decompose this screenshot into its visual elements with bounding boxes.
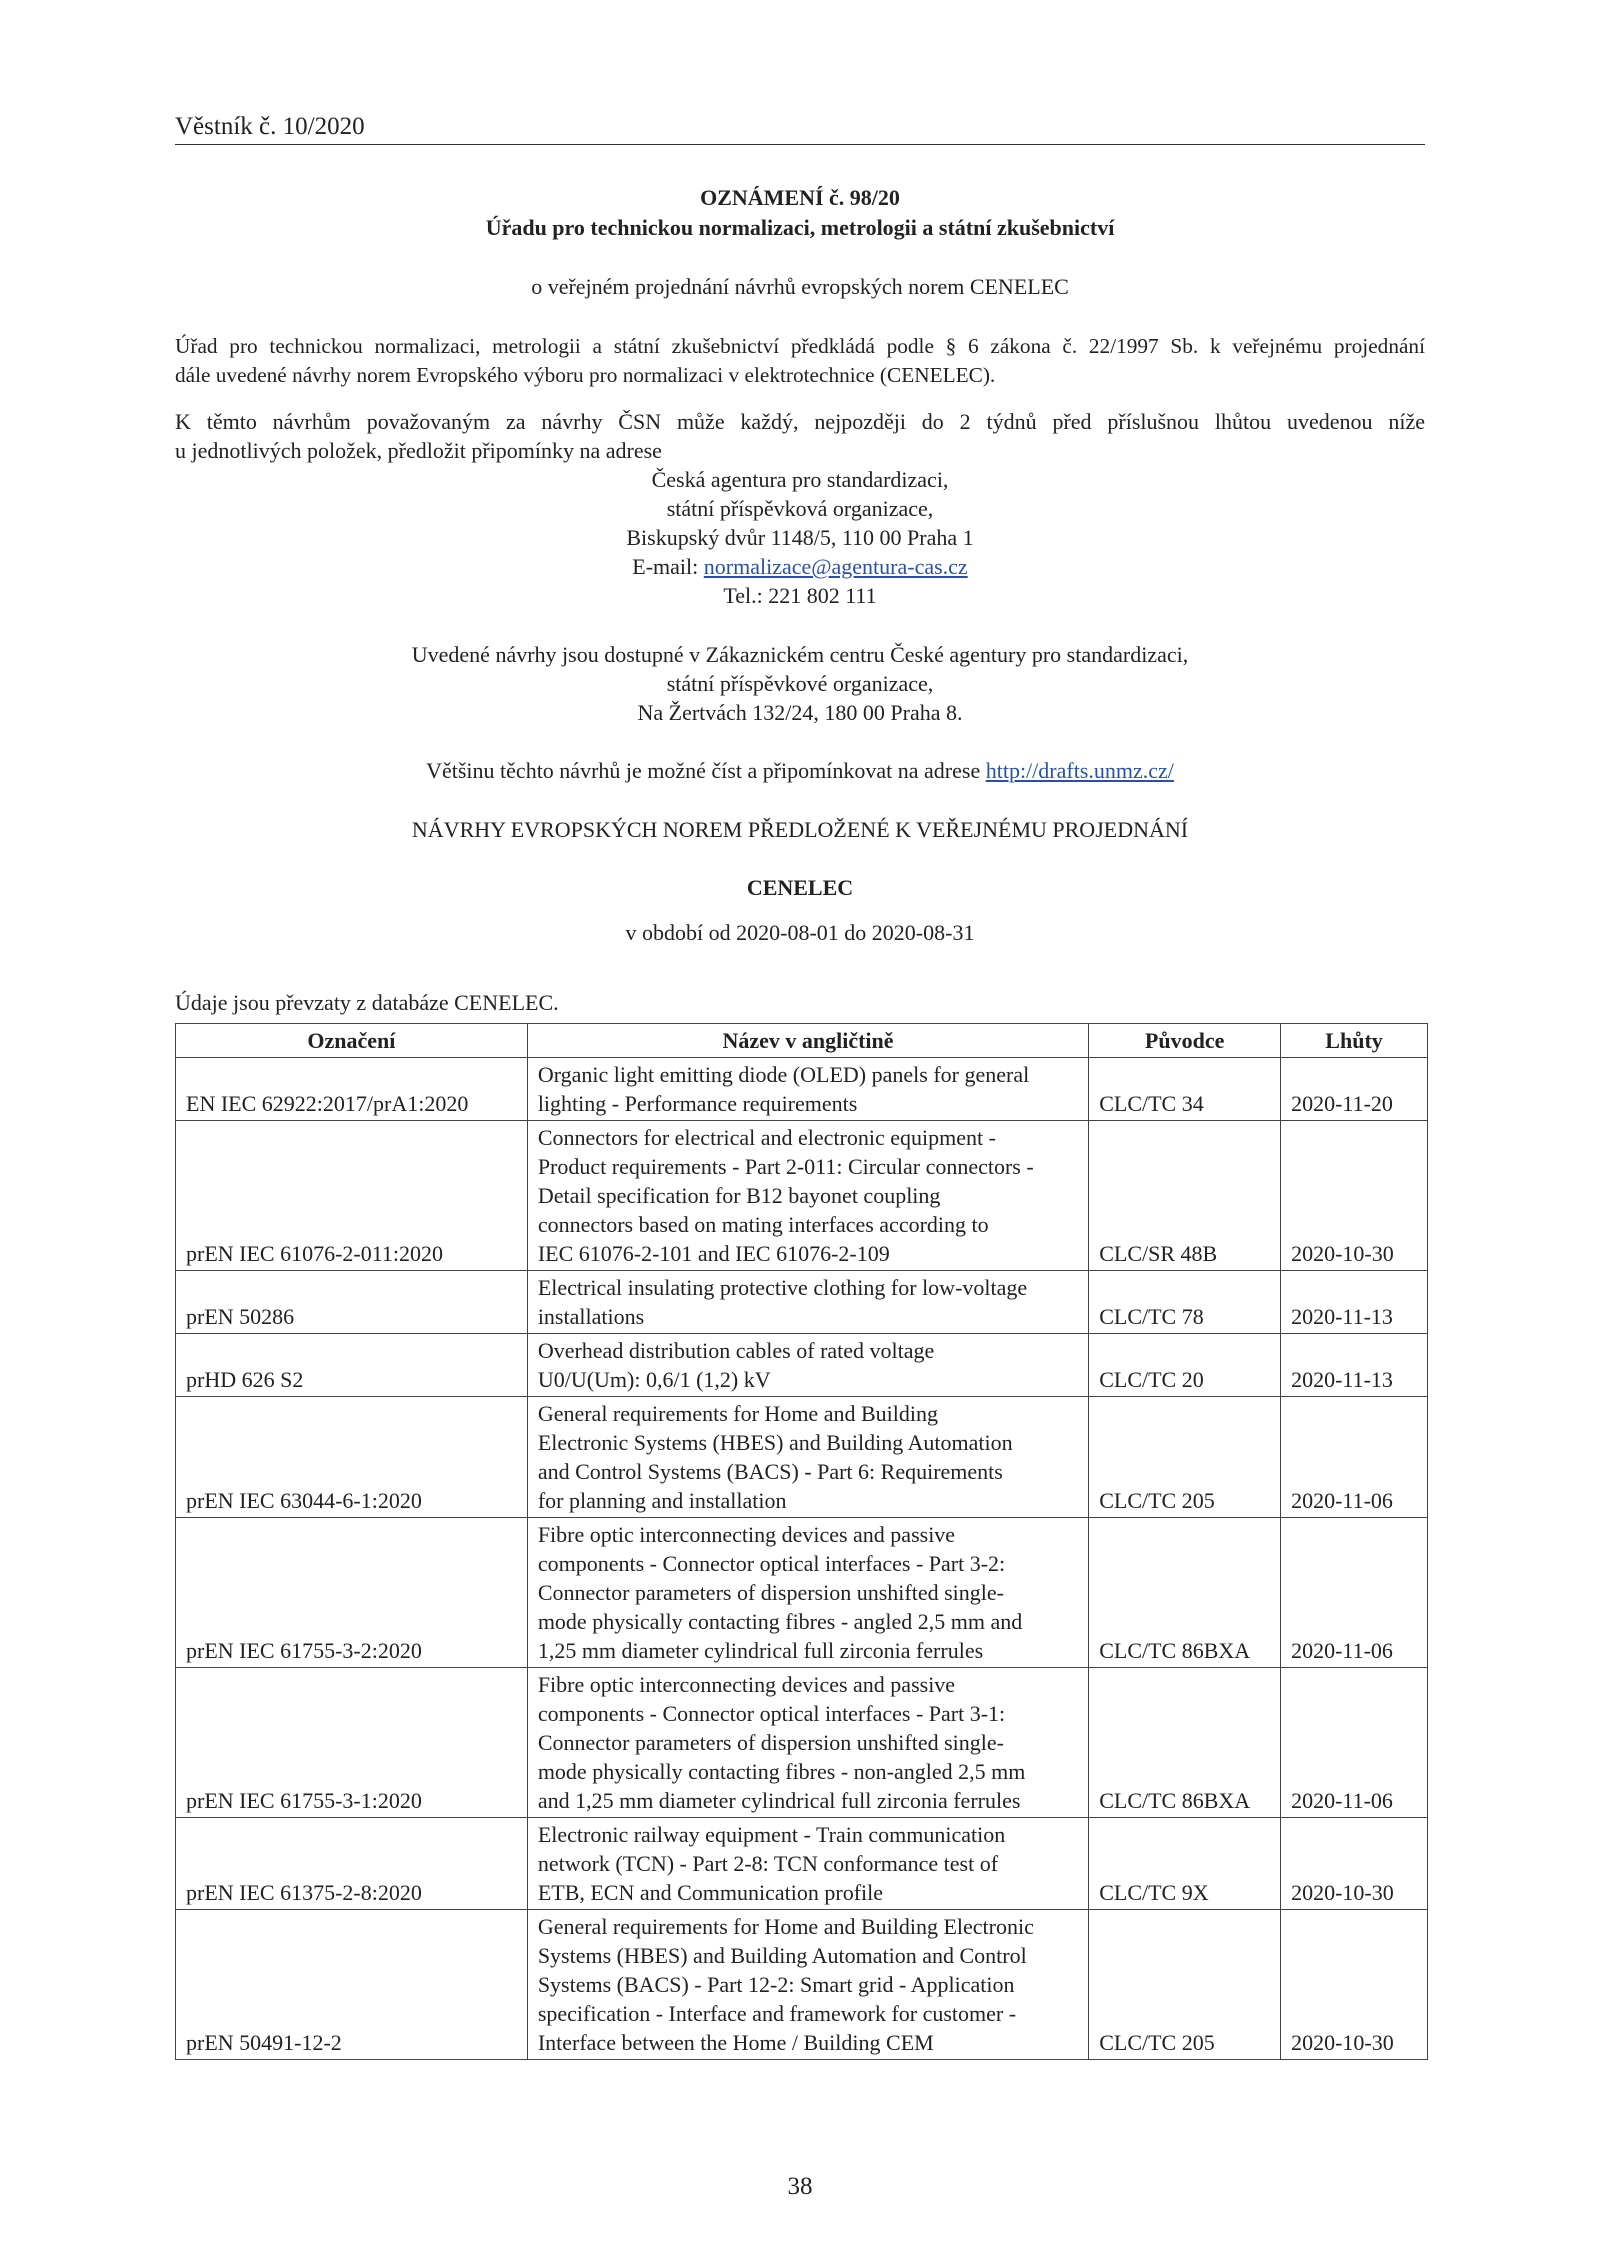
- norm-title-line: General requirements for Home and Building Electronic: [537, 1914, 1034, 1939]
- norm-code: prEN 50286: [176, 1271, 528, 1334]
- email-label: E-mail:: [632, 554, 704, 579]
- norm-title-line: and Control Systems (BACS) - Part 6: Requirements: [537, 1459, 1003, 1484]
- page-number: 38: [787, 2173, 813, 2200]
- norm-title: [527, 1818, 1088, 1910]
- norm-title-line: components - Connector optical interfaces - Part 3-2:: [537, 1551, 1006, 1576]
- norm-title-line: Overhead distribution cables of rated voltage: [537, 1338, 935, 1363]
- comments-line: u jednotlivých položek, předložit připomínky na adrese: [175, 438, 662, 463]
- table-body: [176, 1058, 1428, 2060]
- norm-deadline: 2020-11-13: [1281, 1271, 1428, 1334]
- norm-code: prEN IEC 61755-3-1:2020: [176, 1668, 528, 1818]
- availability-line: státní příspěvkové organizace,: [666, 671, 934, 696]
- table-row: [176, 1271, 1428, 1334]
- norm-title-line: installations: [537, 1304, 645, 1329]
- norm-code: prEN IEC 61755-3-2:2020: [176, 1518, 528, 1668]
- norm-title: [527, 1518, 1088, 1668]
- table-row: [176, 1910, 1428, 2060]
- norm-title: [527, 1668, 1088, 1818]
- intro-line: Úřad pro technickou normalizaci, metrologii a státní zkušebnictví předkládá podle § 6 zákona č. 22/1997 Sb. k veřejnému projednání: [175, 334, 1425, 358]
- norm-title-line: General requirements for Home and Building: [537, 1401, 938, 1426]
- norm-origin: CLC/TC 86BXA: [1089, 1668, 1281, 1818]
- norm-title-line: components - Connector optical interfaces - Part 3-1:: [537, 1701, 1006, 1726]
- norm-title-line: and 1,25 mm diameter cylindrical full zirconia ferrules: [537, 1788, 1021, 1813]
- address-name: Česká agentura pro standardizaci,: [651, 467, 949, 492]
- norm-title-line: Connector parameters of dispersion unshifted single-: [537, 1730, 1004, 1755]
- table-row: [176, 1334, 1428, 1397]
- section-period: v období od 2020-08-01 do 2020-08-31: [625, 920, 975, 945]
- norm-deadline: 2020-11-20: [1281, 1058, 1428, 1121]
- norm-title-line: Fibre optic interconnecting devices and passive: [537, 1522, 956, 1547]
- norm-title-line: Product requirements - Part 2-011: Circular connectors -: [537, 1154, 1034, 1179]
- email-link[interactable]: normalizace@agentura-cas.cz: [703, 554, 968, 579]
- norm-code: prEN IEC 63044-6-1:2020: [176, 1397, 528, 1518]
- header-code: Označení: [176, 1024, 528, 1058]
- norm-deadline: 2020-10-30: [1281, 1818, 1428, 1910]
- section-org: CENELEC: [746, 875, 854, 900]
- table-row: [176, 1058, 1428, 1121]
- header-origin: Původce: [1089, 1024, 1281, 1058]
- section-heading: NÁVRHY EVROPSKÝCH NOREM PŘEDLOŽENÉ K VEŘEJNÉMU PROJEDNÁNÍ: [411, 817, 1189, 842]
- norm-deadline: 2020-11-13: [1281, 1334, 1428, 1397]
- address-email-line: [175, 552, 1425, 581]
- availability-line: Na Žertvách 132/24, 180 00 Praha 8.: [637, 700, 963, 725]
- norm-origin: CLC/SR 48B: [1089, 1121, 1281, 1271]
- norm-title-line: Electrical insulating protective clothing for low-voltage: [537, 1275, 1028, 1300]
- norm-title-line: 1,25 mm diameter cylindrical full zirconia ferrules: [537, 1638, 984, 1663]
- norm-title-line: mode physically contacting fibres - non-angled 2,5 mm: [537, 1759, 1026, 1784]
- norm-title-line: U0/U(Um): 0,6/1 (1,2) kV: [537, 1367, 771, 1392]
- norm-title: [527, 1058, 1088, 1121]
- table-header-row: [176, 1024, 1428, 1058]
- table-row: [176, 1518, 1428, 1668]
- drafts-link[interactable]: http://drafts.unmz.cz/: [985, 758, 1174, 783]
- norm-code: prHD 626 S2: [176, 1334, 528, 1397]
- running-header: Věstník č. 10/2020: [175, 112, 1425, 145]
- norm-title-line: for planning and installation: [537, 1488, 787, 1513]
- norm-title: [527, 1334, 1088, 1397]
- table-row: [176, 1397, 1428, 1518]
- norm-code: EN IEC 62922:2017/prA1:2020: [176, 1058, 528, 1121]
- norm-origin: CLC/TC 9X: [1089, 1818, 1281, 1910]
- norm-code: prEN IEC 61076-2-011:2020: [176, 1121, 528, 1271]
- norm-title-line: Detail specification for B12 bayonet coupling: [537, 1183, 941, 1208]
- norm-title-line: Electronic railway equipment - Train communication: [537, 1822, 1006, 1847]
- norm-origin: CLC/TC 205: [1089, 1397, 1281, 1518]
- norm-title: [527, 1910, 1088, 2060]
- announcement-subject: o veřejném projednání návrhů evropských norem CENELEC: [531, 274, 1069, 299]
- norm-title-line: Electronic Systems (HBES) and Building Automation: [537, 1430, 1013, 1455]
- table-caption: Údaje jsou převzaty z databáze CENELEC.: [175, 990, 559, 1015]
- norm-title-line: connectors based on mating interfaces according to: [537, 1212, 989, 1237]
- announcement-number: OZNÁMENÍ č. 98/20: [700, 185, 900, 210]
- norm-origin: CLC/TC 20: [1089, 1334, 1281, 1397]
- table-row: [176, 1121, 1428, 1271]
- norm-origin: CLC/TC 34: [1089, 1058, 1281, 1121]
- norm-title-line: mode physically contacting fibres - angled 2,5 mm and: [537, 1609, 1023, 1634]
- norm-title-line: Organic light emitting diode (OLED) panels for general: [537, 1062, 1030, 1087]
- norm-title: [527, 1271, 1088, 1334]
- norm-title-line: network (TCN) - Part 2-8: TCN conformance test of: [537, 1851, 999, 1876]
- online-drafts-line: [175, 756, 1425, 785]
- norm-code: prEN IEC 61375-2-8:2020: [176, 1818, 528, 1910]
- table-row: [176, 1668, 1428, 1818]
- address-street: Biskupský dvůr 1148/5, 110 00 Praha 1: [626, 525, 974, 550]
- online-drafts-text: Většinu těchto návrhů je možné číst a připomínkovat na adrese: [426, 758, 986, 783]
- norm-title-line: Connectors for electrical and electronic equipment -: [537, 1125, 996, 1150]
- norm-origin: CLC/TC 205: [1089, 1910, 1281, 2060]
- intro-line: dále uvedené návrhy norem Evropského výboru pro normalizaci v elektrotechnice (CENELEC).: [175, 363, 996, 387]
- norm-title-line: Systems (BACS) - Part 12-2: Smart grid - Application: [537, 1972, 1015, 1997]
- norm-deadline: 2020-11-06: [1281, 1668, 1428, 1818]
- norm-title: [527, 1397, 1088, 1518]
- address-type: státní příspěvková organizace,: [666, 496, 934, 521]
- norm-title-line: IEC 61076-2-101 and IEC 61076-2-109: [537, 1241, 890, 1266]
- intro-paragraph: [175, 332, 1425, 390]
- norms-table: [175, 1023, 1428, 2060]
- norm-deadline: 2020-10-30: [1281, 1910, 1428, 2060]
- norm-origin: CLC/TC 78: [1089, 1271, 1281, 1334]
- norm-title-line: Interface between the Home / Building CEM: [537, 2030, 934, 2055]
- comments-line: K těmto návrhům považovaným za návrhy ČSN může každý, nejpozději do 2 týdnů před příslušnou lhůtou uvedenou níže: [175, 409, 1425, 434]
- norm-title-line: Systems (HBES) and Building Automation and Control: [537, 1943, 1027, 1968]
- table-row: [176, 1818, 1428, 1910]
- norm-title-line: lighting - Performance requirements: [537, 1091, 858, 1116]
- norm-title: [527, 1121, 1088, 1271]
- header-deadline: Lhůty: [1281, 1024, 1428, 1058]
- comments-paragraph: [175, 407, 1425, 465]
- norm-title-line: ETB, ECN and Communication profile: [537, 1880, 884, 1905]
- norm-deadline: 2020-11-06: [1281, 1518, 1428, 1668]
- norm-origin: CLC/TC 86BXA: [1089, 1518, 1281, 1668]
- norm-deadline: 2020-11-06: [1281, 1397, 1428, 1518]
- norm-title-line: specification - Interface and framework for customer -: [537, 2001, 1017, 2026]
- availability-line: Uvedené návrhy jsou dostupné v Zákaznickém centru České agentury pro standardizaci,: [411, 642, 1189, 667]
- header-title: Název v angličtině: [527, 1024, 1088, 1058]
- norm-title-line: Connector parameters of dispersion unshifted single-: [537, 1580, 1004, 1605]
- address-phone: Tel.: 221 802 111: [723, 583, 877, 608]
- announcement-issuer: Úřadu pro technickou normalizaci, metrologii a státní zkušebnictví: [485, 215, 1115, 240]
- norm-title-line: Fibre optic interconnecting devices and passive: [537, 1672, 956, 1697]
- norm-deadline: 2020-10-30: [1281, 1121, 1428, 1271]
- norm-code: prEN 50491-12-2: [176, 1910, 528, 2060]
